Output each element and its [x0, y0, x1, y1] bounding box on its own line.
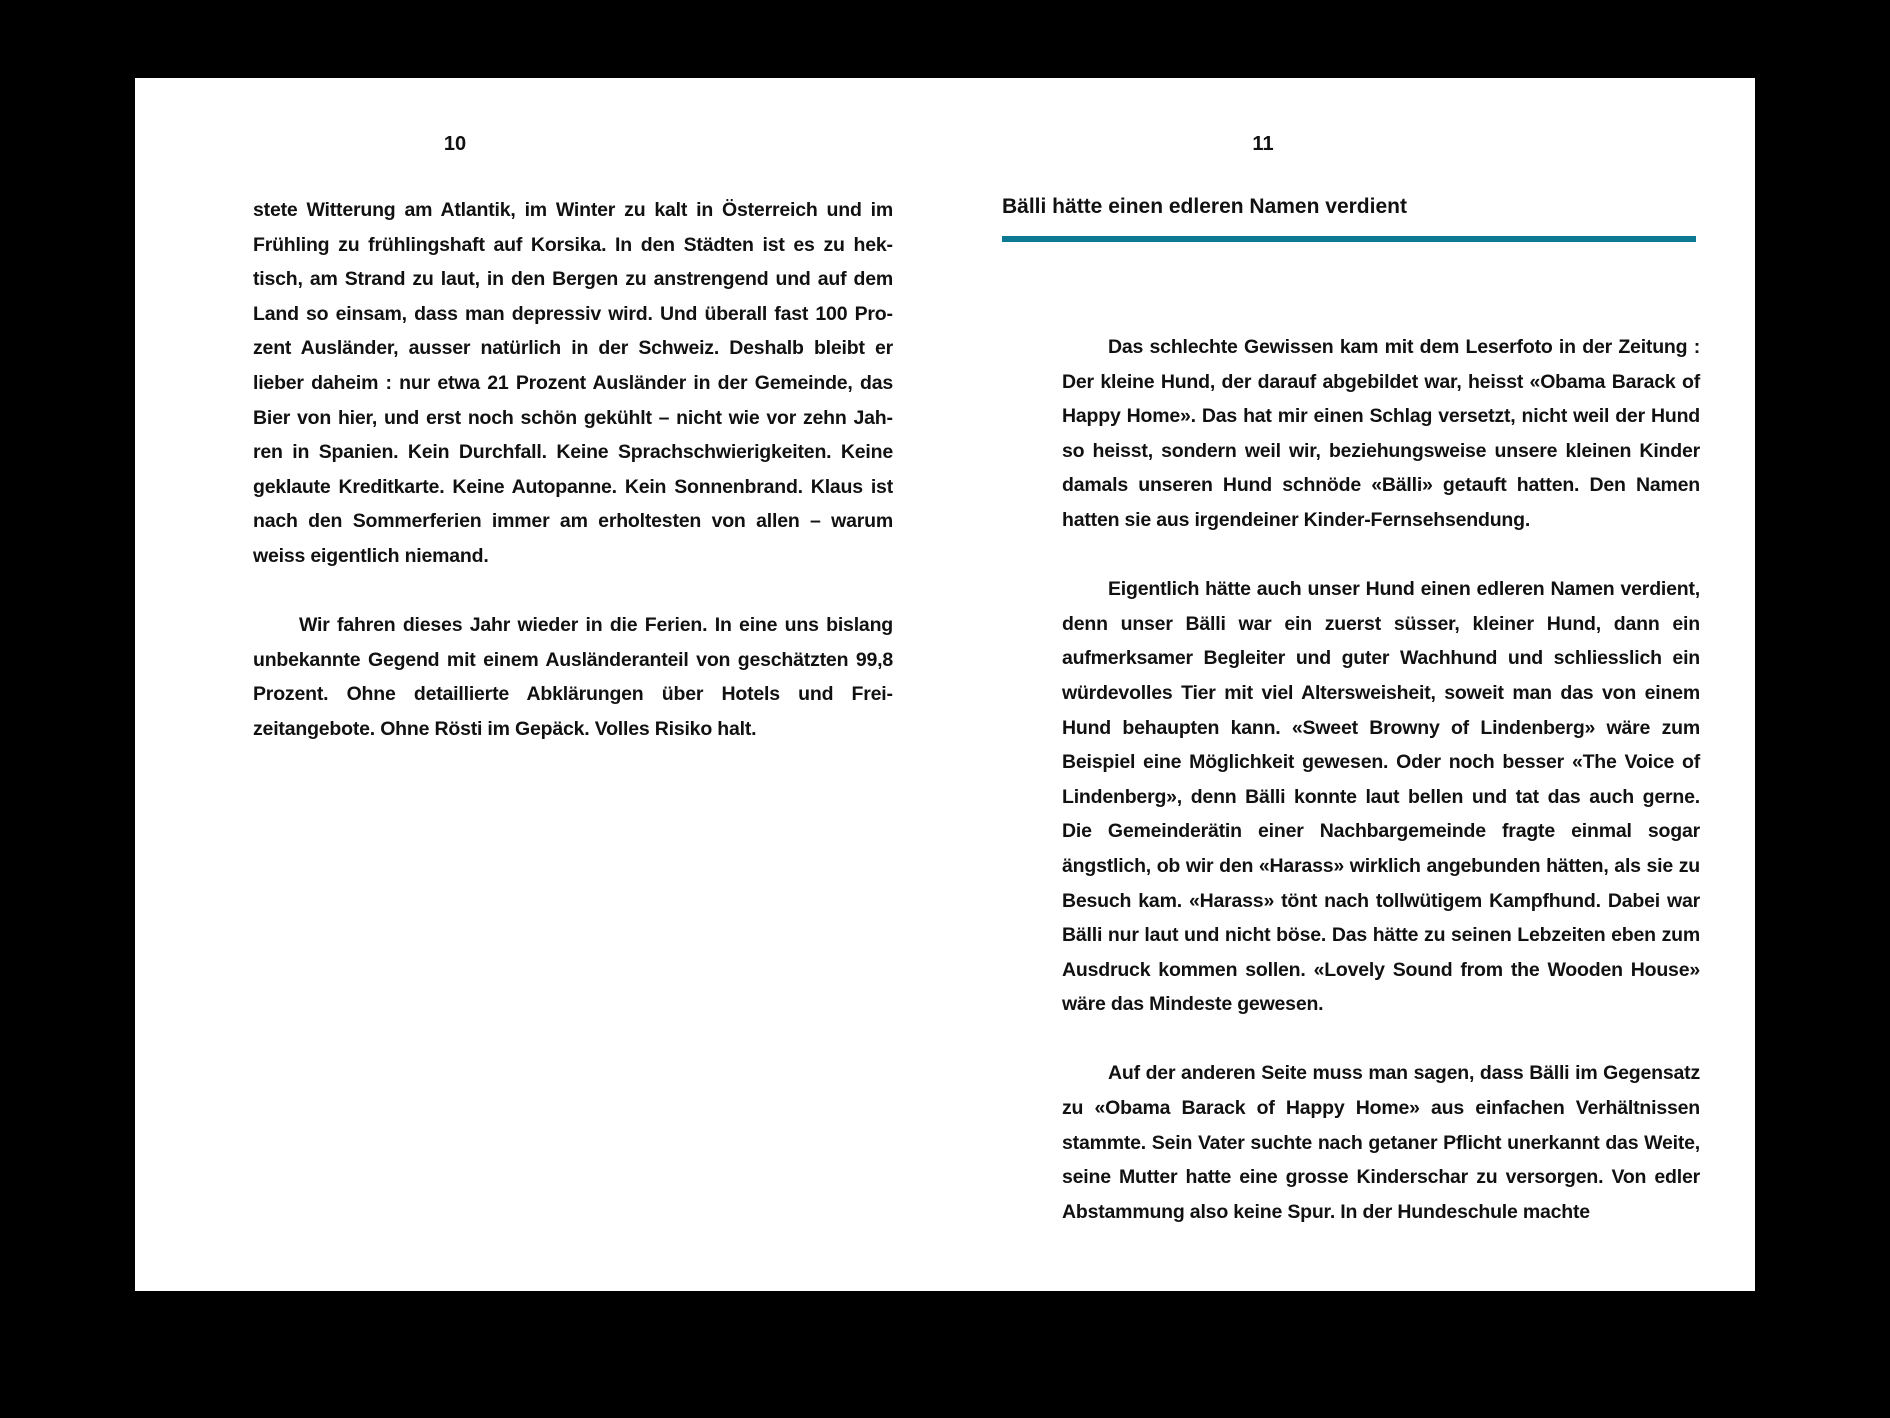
- right-paragraph-2: Eigentlich hätte auch unser Hund einen edleren Namen verdient, denn unser Bälli war ein zuerst süsser, kleiner Hund, dann ein aufmerksamer Begleiter und guter Wachhund und schliesslich ein würdevolles Tier mit viel Altersweisheit, soweit man das von einem Hund behaupten kann. «Sweet Browny of Lindenberg» wäre zum Beispiel eine Möglichkeit gewesen. Oder noch besser «The Voice of Lindenberg», denn Bälli konnte laut bellen und tat das auch gerne. Die Gemeinderätin einer Nachbargemeinde fragte einmal sogar ängstlich, ob wir den «Harass» wirklich angebunden hätten, als sie zu Besuch kam. «Harass» tönt nach tollwütigem Kampfhund. Dabei war Bälli nur laut und nicht böse. Das hätte zu seinen Lebzeiten eben zum Ausdruck kommen sollen. «Lovely Sound from the Wooden House» wäre das Mindeste gewesen.: [1062, 578, 1700, 1016]
- left-paragraph-2: Wir fahren dieses Jahr wieder in die Ferien. In eine uns bislang unbekannte Gegend mit einem Ausländeranteil von geschätzten 99,8 Prozent. Ohne detaillierte Abklärungen über Hotels und Freizeitangebote. Ohne Rösti im Gepäck. Volles Risiko halt.: [253, 614, 893, 740]
- book-spread: [135, 78, 1755, 1291]
- chapter-title: Bälli hätte einen edleren Namen verdient: [1002, 195, 1407, 218]
- right-page-body: [1062, 330, 1700, 1229]
- left-page-number: 10: [443, 133, 467, 155]
- right-page-number: 11: [1252, 133, 1274, 155]
- right-paragraph-1: Das schlechte Gewissen kam mit dem Leserfoto in der Zeitung : Der kleine Hund, der darauf abgebildet war, heisst «Obama Barack of Happy Home». Das hat mir einen Schlag versetzt, nicht weil der Hund so heisst, sondern weil wir, beziehungsweise unsere kleinen Kinder damals unseren Hund schnöde «Bälli» getauft hatten. Den Namen hatten sie aus irgendeiner Kinder-Fernsehsendung.: [1062, 336, 1700, 531]
- chapter-title-rule: [1002, 236, 1696, 242]
- right-paragraph-3: Auf der anderen Seite muss man sagen, dass Bälli im Gegensatz zu «Obama Barack of Happy Home» aus einfachen Verhältnissen stammte. Sein Vater suchte nach getaner Pflicht unerkannt das Weite, seine Mutter hatte eine grosse Kinderschar zu versorgen. Von edler Abstammung also keine Spur. In der Hundeschule machte: [1062, 1062, 1700, 1223]
- left-page-body: [253, 193, 893, 747]
- left-paragraph-1: stete Witterung am Atlantik, im Winter zu kalt in Österreich und im Frühling zu frühlingshaft auf Korsika. In den Städten ist es zu hektisch, am Strand zu laut, in den Bergen zu anstrengend und auf dem Land so einsam, dass man depressiv wird. Und überall fast 100 Prozent Ausländer, ausser natürlich in der Schweiz. Deshalb bleibt er lieber daheim : nur etwa 21 Prozent Ausländer in der Gemeinde, das Bier von hier, und erst noch schön gekühlt – nicht wie vor zehn Jahren in Spanien. Kein Durchfall. Keine Sprachschwierigkeiten. Keine geklaute Kreditkarte. Keine Autopanne. Kein Sonnenbrand. Klaus ist nach den Sommerferien immer am erholtesten von allen – warum weiss eigentlich niemand.: [253, 199, 893, 567]
